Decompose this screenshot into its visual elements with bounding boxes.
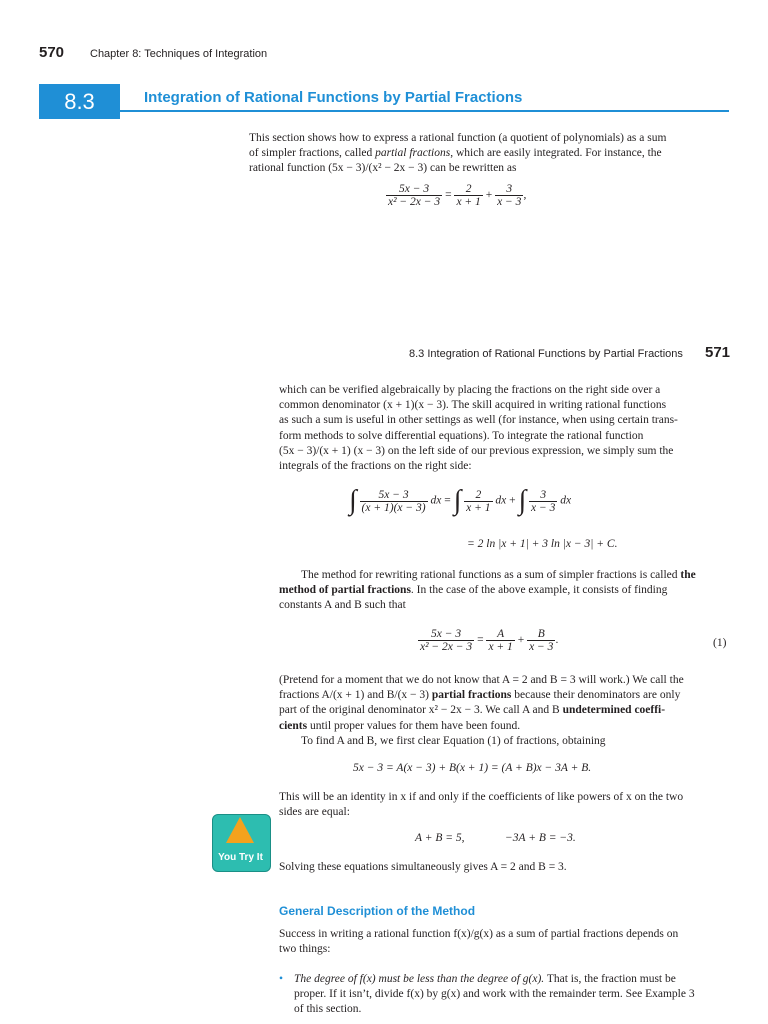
paragraph-verification: which can be verified algebraically by placing the fractions on the right side over a common denominator (x + 1)(x − 3). The skill acquired in writing rational functions as such a sum is useful in other settings as well (for instance, when using certain trans- form methods to solve differential equations). To integrate the rational function (5x − 3)/(x + 1) (x − 3) on the left side of our previous expression, we simply sum the integrals of the fractions on the right side: bbox=[279, 384, 678, 473]
bullet-icon: • bbox=[279, 973, 284, 985]
you-try-it-label[interactable]: You Try It bbox=[218, 852, 263, 863]
paragraph-identity: This will be an identity in x if and only if the coefficients of like powers of x on the two sides are equal: bbox=[279, 791, 684, 819]
intro-paragraph: This section shows how to express a rational function (a quotient of polynomials) as a sum of simpler fractions, called partial fractions, which are easily integrated. For instance, the rational function (5x − 3)/(x² − 2x − 3) can be rewritten as bbox=[249, 132, 667, 175]
intro-equation: $\frac{5x - 3}{\text{x² − 2x − 3}}$ = $\frac{2}{x + 1}$ + $\frac{3}{x - 3}$ , bbox=[388, 183, 527, 208]
identity-equation: 5x − 3 = A(x − 3) + B(x + 1) = (A + B)x − 3A + B. bbox=[353, 762, 592, 774]
equation-1: $\frac{5x - 3}{\text{x² − 2x − 3}}$ = $\frac{A}{x + 1}$ + $\frac{B}{x - 3}$ . bbox=[420, 628, 559, 653]
section-number-badge: 8.3 bbox=[39, 84, 120, 119]
cone-icon bbox=[226, 817, 254, 843]
section-title-rule bbox=[120, 110, 729, 112]
paragraph-success: Success in writing a rational function f(x)/g(x) as a sum of partial fractions depends on two things: bbox=[279, 928, 679, 956]
subheading-general-description: General Description of the Method bbox=[279, 904, 476, 918]
running-head: 8.3 Integration of Rational Functions by Partial Fractions bbox=[409, 348, 683, 360]
bullet-item-degree: The degree of f(x) must be less than the degree of g(x). That is, the fraction must be proper. If it isn’t, divide f(x) by g(x) and work with the remainder term. See Example 3 of this section. bbox=[294, 973, 695, 1016]
page-number: 570 bbox=[39, 44, 65, 61]
paragraph-partial-fractions: (Pretend for a moment that we do not know that A = 2 and B = 3 will work.) We call the fractions A/(x + 1) and B/(x − 3) partial fractions because their denominators are only part of the original denominator x² − 2x − 3. We call A and B undetermined coeffi- cients until proper values for them have been found. To find A and B, we first clear Equation (1) of fractions, obtaining bbox=[279, 674, 684, 747]
integral-result: = 2 ln |x + 1| + 3 ln |x − 3| + C. bbox=[467, 538, 618, 550]
paragraph-method: The method for rewriting rational functions as a sum of simpler fractions is called the method of partial fractions. In the case of the above example, it consists of finding constants A and B such that bbox=[279, 569, 696, 612]
equation-1-label: (1) bbox=[713, 637, 727, 649]
system-equation-1: A + B = 5, bbox=[415, 832, 465, 844]
system-equation-2: −3A + B = −3. bbox=[505, 832, 576, 844]
page-number-571: 571 bbox=[705, 344, 731, 361]
section-title: Integration of Rational Functions by Partial Fractions bbox=[144, 89, 523, 106]
chapter-header: Chapter 8: Techniques of Integration bbox=[90, 48, 268, 60]
paragraph-solution: Solving these equations simultaneously gives A = 2 and B = 3. bbox=[279, 861, 567, 873]
integral-equation: ∫ $\frac{5x - 3}{(x + 1)(x - 3)}$ dx = ∫ $\frac{2}{x + 1}$ dx + ∫ $\frac{3}{x - 3}$ dx bbox=[349, 485, 572, 516]
